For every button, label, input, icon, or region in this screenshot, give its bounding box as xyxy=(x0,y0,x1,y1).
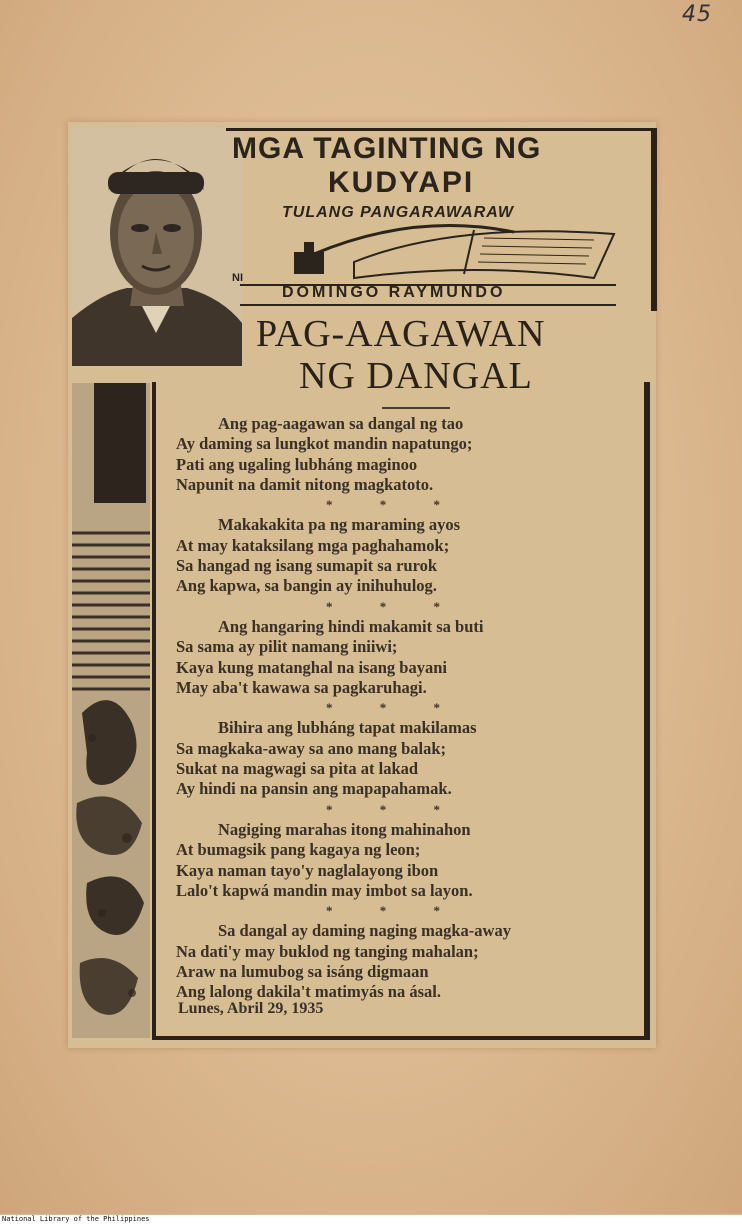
column-title: MGA TAGINTING NG xyxy=(232,132,542,165)
stanza-separator: * * * xyxy=(326,903,462,919)
poem-line: Ay hindi na pansin ang mapapahamak. xyxy=(176,779,452,799)
stanza xyxy=(176,820,626,901)
poem-line: Sukat na magwagi sa pita at lakad xyxy=(176,759,419,779)
stanza xyxy=(176,718,626,799)
poem-line: Ang lalong dakila't matimyás na ásal. xyxy=(176,982,441,1002)
page-number: 45 xyxy=(682,2,712,27)
footer-credit-bar xyxy=(0,1215,742,1224)
stanza-separator: * * * xyxy=(326,497,462,513)
poem-line: Ang pag-aagawan sa dangal ng tao xyxy=(218,414,464,433)
stanza xyxy=(176,414,626,495)
dateline: Lunes, Abril 29, 1935 xyxy=(178,1000,324,1017)
stanza-separator: * * * xyxy=(326,598,462,614)
title-divider xyxy=(382,407,450,409)
poem-line: Bihira ang lubháng tapat makilamas xyxy=(218,718,477,738)
poem-line: At may kataksilang mga paghahamok; xyxy=(176,535,450,555)
book-and-quill-icon xyxy=(294,222,620,282)
poem-line: Napunit na damit nitong magkatoto. xyxy=(176,474,434,494)
poem-line: Ang hangaring hindi makamit sa buti xyxy=(218,616,484,636)
column-subtitle: TULANG PANGARAWARAW xyxy=(282,204,515,221)
poem-line: Kaya naman tayo'y naglalayong ibon xyxy=(176,860,439,880)
poem-line: Lalo't kapwá mandin may imbot sa layon. xyxy=(176,880,473,900)
stanza xyxy=(176,617,626,698)
poem-line: Pati ang ugaling lubháng maginoo xyxy=(176,454,418,474)
stanza xyxy=(176,921,626,1002)
decorative-side-strip xyxy=(72,383,150,1038)
poem-line: Nagiging marahas itong mahinahon xyxy=(218,819,471,839)
poem-line: Ay daming sa lungkot mandin napatungo; xyxy=(176,434,473,454)
stanza xyxy=(176,515,626,596)
author-portrait xyxy=(72,128,242,366)
stanza-separator: * * * xyxy=(326,801,462,817)
poem-line: Makakakita pa ng maraming ayos xyxy=(218,515,461,535)
poem-line: At bumagsik pang kagaya ng leon; xyxy=(176,840,421,860)
poem-line: Kaya kung matanghal na isang bayani xyxy=(176,657,447,677)
poem-line: Na dati'y may buklod ng tanging mahalan; xyxy=(176,941,479,961)
poem-title: PAG-AAGAWAN xyxy=(256,313,546,355)
stanza-separator: * * * xyxy=(326,700,462,716)
byline-prefix: NI xyxy=(232,272,243,284)
author-name: DOMINGO RAYMUNDO xyxy=(282,284,506,301)
poem-title-line-2: NG DANGAL xyxy=(299,355,533,397)
poem-line: Sa sama ay pilit namang iniiwi; xyxy=(176,637,398,657)
footer-credit: National Library of the Philippines xyxy=(2,1215,150,1223)
poem-line: Sa magkaka-away sa ano mang balak; xyxy=(176,738,447,758)
poem-line: Araw na lumubog sa isáng digmaan xyxy=(176,962,429,982)
poem-body xyxy=(176,414,626,1003)
poem-line: Sa dangal ay daming naging magka-away xyxy=(218,921,511,941)
poem-line: May aba't kawawa sa pagkaruhagi. xyxy=(176,677,427,697)
poem-line: Ang kapwa, sa bangin ay inihuhulog. xyxy=(176,576,437,596)
column-title-line-2: KUDYAPI xyxy=(328,166,475,199)
poem-line: Sa hangad ng isang sumapit sa rurok xyxy=(176,556,438,576)
